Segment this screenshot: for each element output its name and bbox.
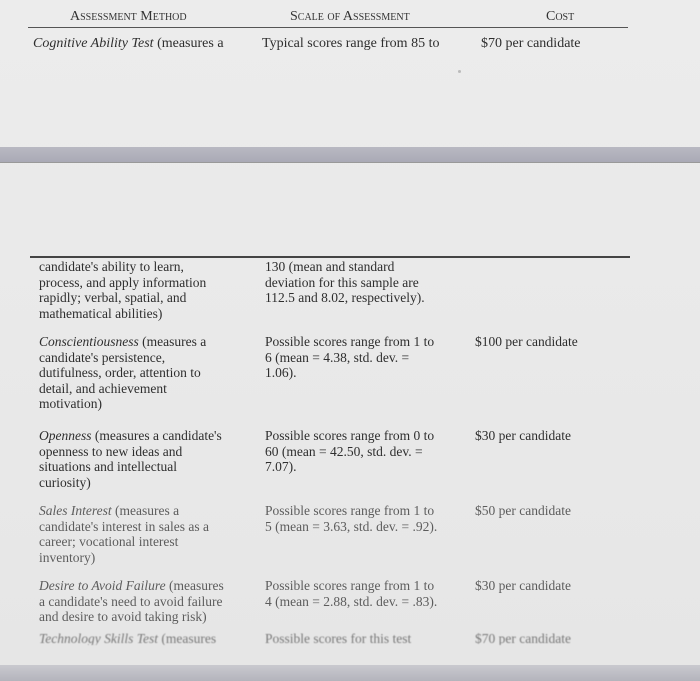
- method-line: mathematical abilities): [39, 305, 163, 321]
- top-row-method-name: Cognitive Ability Test: [33, 36, 154, 51]
- scale-cell: [265, 631, 470, 645]
- method-cell: [39, 503, 264, 565]
- scale-line: Possible scores range from 1 to: [265, 503, 435, 518]
- page-break-line: [0, 162, 700, 163]
- method-line: [39, 631, 264, 645]
- method-line: motivation): [39, 396, 102, 411]
- scale-line: Possible scores range from 1 to: [265, 334, 435, 349]
- page-break-band: [0, 147, 700, 163]
- scale-cell: [265, 334, 470, 381]
- header-cost: Cost: [546, 9, 575, 24]
- table-row: [0, 631, 700, 645]
- method-line: [39, 428, 264, 444]
- scale-line: 6 (mean = 4.38, std. dev. =: [265, 349, 410, 365]
- method-line: a candidate's need to avoid failure: [39, 593, 223, 609]
- method-name: Desire to Avoid Failure: [39, 578, 166, 593]
- method-cell: [39, 259, 264, 321]
- scale-line: 112.5 and 8.02, respectively).: [265, 290, 425, 305]
- scale-line: Possible scores range from 1 to: [265, 578, 435, 593]
- method-line: curiosity): [39, 474, 91, 490]
- method-cell: [39, 428, 264, 490]
- cost-cell: $70 per candidate: [475, 631, 571, 645]
- header-assessment-method: Assessment Method: [70, 9, 187, 24]
- scale-cell: [265, 428, 470, 475]
- cost-cell: $30 per candidate: [475, 578, 571, 593]
- scale-line: 1.06).: [265, 365, 297, 380]
- method-line: detail, and achievement: [39, 380, 167, 396]
- method-line: rapidly; verbal, spatial, and: [39, 290, 187, 305]
- bottom-edge-band: [0, 665, 700, 681]
- method-line: dutifulness, order, attention to: [39, 365, 201, 380]
- scale-line: Possible scores for this test: [265, 631, 412, 645]
- method-desc: (measures a: [111, 503, 180, 518]
- scale-line: 60 (mean = 42.50, std. dev. =: [265, 443, 423, 459]
- cost-cell: $50 per candidate: [475, 503, 571, 518]
- cost-cell: $30 per candidate: [475, 428, 571, 443]
- method-line: and desire to avoid taking risk): [39, 609, 207, 624]
- method-line: candidate's ability to learn,: [39, 259, 184, 274]
- scale-line: 4 (mean = 2.88, std. dev. = .83).: [265, 593, 438, 609]
- header-scale-of-assessment: Scale of Assessment: [290, 9, 410, 24]
- cost-cell: $100 per candidate: [475, 334, 578, 349]
- method-line: [39, 334, 264, 350]
- method-desc: (measures: [158, 631, 217, 645]
- top-row-cost: $70 per candidate: [481, 36, 581, 51]
- method-desc: (measures a: [138, 334, 207, 349]
- method-line: candidate's interest in sales as a: [39, 518, 209, 534]
- method-line: [39, 578, 264, 594]
- table-header: [28, 6, 628, 28]
- method-name: Technology Skills Test: [39, 631, 159, 645]
- method-name: Sales Interest: [39, 503, 112, 518]
- method-line: career; vocational interest: [39, 534, 179, 549]
- table-rule: [30, 256, 630, 258]
- method-line: candidate's persistence,: [39, 349, 166, 365]
- method-desc: (measures a candidate's: [91, 428, 222, 443]
- method-cell: [39, 334, 264, 412]
- scale-line: 7.07).: [265, 459, 297, 474]
- method-line: situations and intellectual: [39, 459, 177, 474]
- scale-line: 130 (mean and standard: [265, 259, 395, 274]
- method-desc: (measures: [165, 578, 224, 593]
- method-cell: [39, 631, 264, 645]
- top-row-scale: Typical scores range from 85 to: [262, 36, 440, 51]
- method-line: openness to new ideas and: [39, 443, 183, 459]
- scale-cell: [265, 578, 470, 609]
- top-row-method: [33, 36, 224, 52]
- top-row-method-desc: (measures a: [153, 36, 224, 51]
- scale-cell: [265, 259, 470, 306]
- scale-cell: [265, 503, 470, 534]
- scale-line: Possible scores range from 0 to: [265, 428, 435, 443]
- method-line: process, and apply information: [39, 274, 207, 290]
- scale-line: 5 (mean = 3.63, std. dev. = .92).: [265, 518, 438, 534]
- method-line: [39, 503, 264, 519]
- method-name: Conscientiousness: [39, 334, 139, 349]
- method-cell: [39, 578, 264, 625]
- scale-line: deviation for this sample are: [265, 274, 419, 290]
- method-name: Openness: [39, 428, 92, 443]
- method-line: inventory): [39, 549, 96, 565]
- speck: [458, 70, 461, 73]
